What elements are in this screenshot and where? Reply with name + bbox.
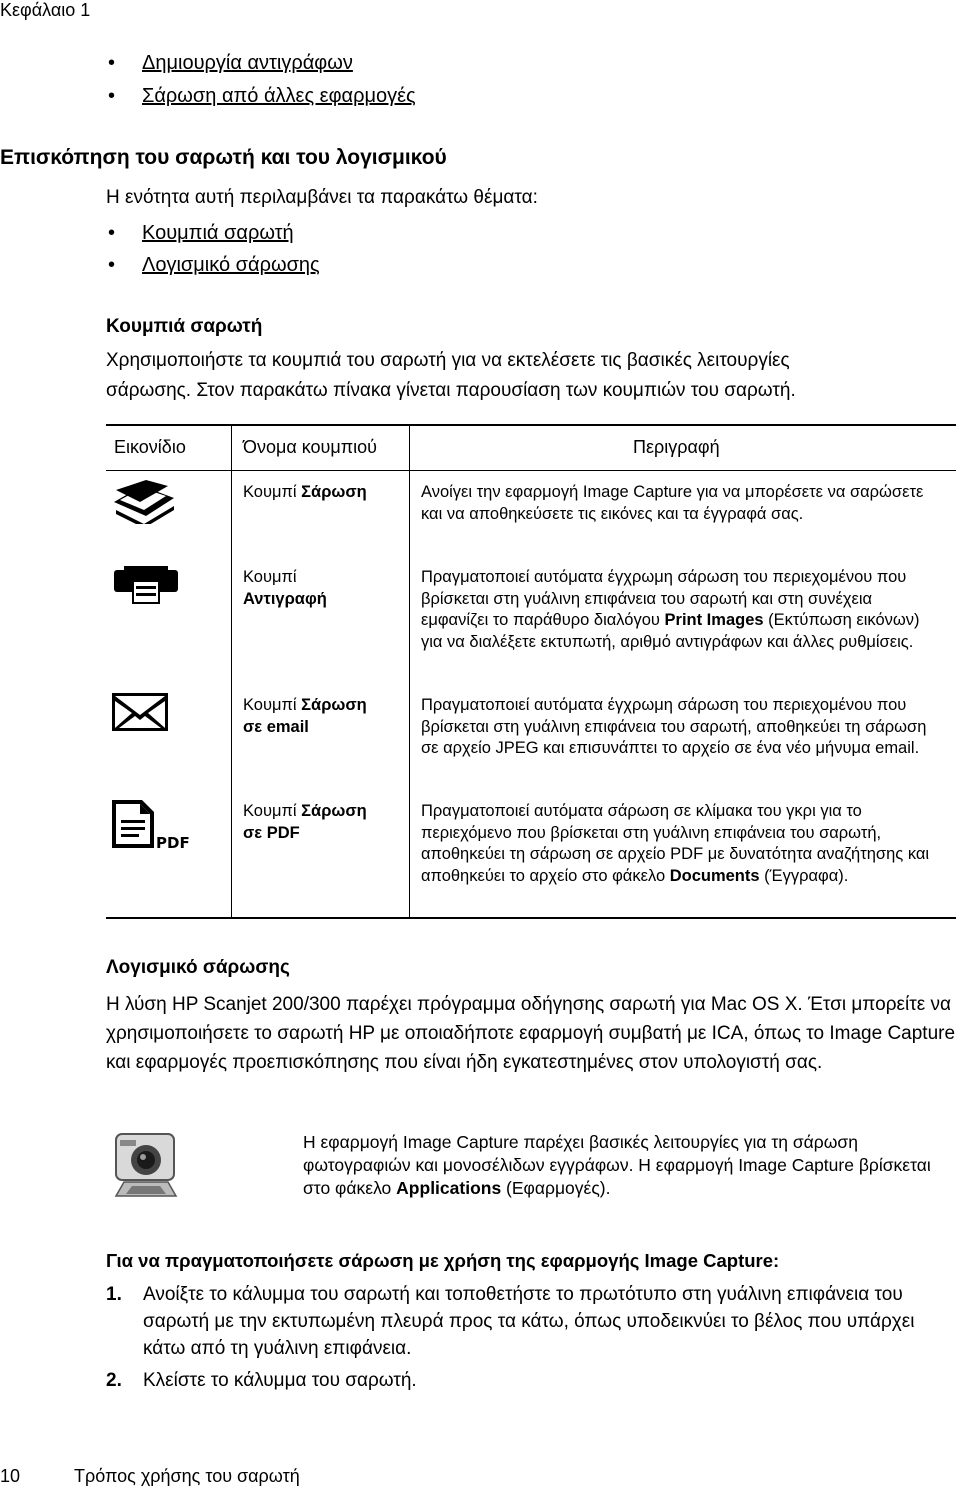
- table-header-name: Όνομα κουμπιού: [243, 437, 378, 457]
- table-cell-desc: Πραγματοποιεί αυτόματα έγχρωμη σάρωση του περιεχομένου που βρίσκεται στη γυάλινη επιφάνεια του σαρωτή, αποθηκεύει τη σάρωση σε αρχείο JPEG και επισυνάπτει το αρχείο σε ένα νέο μήνυμα email.: [421, 696, 927, 758]
- table-cell-name: Κουμπί Σάρωση σε PDF: [243, 802, 367, 842]
- link-scan-other-apps[interactable]: Σάρωση από άλλες εφαρμογές: [142, 85, 416, 107]
- image-capture-app-icon: [110, 1130, 182, 1209]
- buttons-intro-line-1: Χρησιμοποιήστε τα κουμπιά του σαρωτή για να εκτελέσετε τις βασικές λειτουργίες: [106, 350, 790, 371]
- page-number: 10: [0, 1466, 21, 1486]
- software-paragraph: Η λύση HP Scanjet 200/300 παρέχει πρόγραμμα οδήγησης σαρωτή για Mac OS X. Έτσι μπορείτε να χρησιμοποιήσετε το σαρωτή HP με οποιαδήποτε εφαρμογή συμβατή με ICA, όπως το Image Capture και εφαρμογές προεπισκόπησης που είναι ήδη εγκατεστημένες στον υπολογιστή σας.: [106, 994, 956, 1073]
- table-rule: [106, 470, 956, 471]
- table-cell-desc: Πραγματοποιεί αυτόματα έγχρωμη σάρωση του περιεχομένου που βρίσκεται στη γυάλινη επιφάνεια του σαρωτή και στη συνέχεια εμφανίζει το παράθυρο διαλόγου Print Images (Εκτύπωση εικόνων) για να διαλέξετε εκτυπωτή, αριθμό αντιγράφων και άλλες ρυθμίσεις.: [421, 568, 920, 651]
- table-cell-desc: Πραγματοποιεί αυτόματα σάρωση σε κλίμακα του γκρι για το περιεχόμενο που βρίσκεται στη γυάλινη επιφάνεια του σαρωτή, αποθηκεύει τη σάρωση σε αρχείο PDF με δυνατότητα αναζήτησης και αποθηκεύει το αρχείο στο φάκελο Documents (Έγγραφα).: [421, 802, 930, 885]
- footer-title: Τρόπος χρήσης του σαρωτή: [74, 1466, 300, 1486]
- table-cell-desc: Ανοίγει την εφαρμογή Image Capture για να μπορέσετε να σαρώσετε και να αποθηκεύσετε τις εικόνες και τα έγγραφά σας.: [421, 483, 924, 523]
- pdf-icon-label: PDF: [156, 834, 190, 852]
- list-item: 2. Κλείστε το κάλυμμα του σαρωτή.: [106, 1370, 417, 1391]
- overview-intro: Η ενότητα αυτή περιλαμβάνει τα παρακάτω θέματα:: [106, 187, 538, 208]
- procedure-title: Για να πραγματοποιήσετε σάρωση με χρήση της εφαρμογής Image Capture:: [106, 1250, 780, 1271]
- copy-icon: [110, 566, 182, 611]
- list-item: 1. Ανοίξτε το κάλυμμα του σαρωτή και τοποθετήστε το πρωτότυπο στη γυάλινη επιφάνεια του σαρωτή με την εκτυπωμένη πλευρά προς τα κάτω, όπως υποδεικνύει το βέλος που υπάρχει κάτω από τη γυάλινη επιφάνεια.: [106, 1284, 915, 1359]
- table-cell-name: Κουμπί Σάρωση σε email: [243, 696, 367, 736]
- buttons-intro-line-2: σάρωσης. Στον παρακάτω πίνακα γίνεται παρουσίαση των κουμπιών του σαρωτή.: [106, 380, 796, 401]
- image-capture-note: Η εφαρμογή Image Capture παρέχει βασικές λειτουργίες για τη σάρωση φωτογραφιών και μονοσέλιδων εγγράφων. Η εφαρμογή Image Capture βρίσκεται στο φάκελο Applications (Εφαρμογές).: [303, 1132, 931, 1198]
- table-cell-name: Κουμπί Σάρωση: [243, 483, 367, 501]
- email-icon: [112, 693, 168, 736]
- chapter-header: Κεφάλαιο 1: [0, 0, 91, 20]
- scan-icon: [112, 480, 176, 529]
- link-scanner-buttons[interactable]: Κουμπιά σαρωτή: [142, 222, 294, 244]
- table-header-icon: Εικονίδιο: [114, 437, 186, 457]
- link-create-copies[interactable]: Δημιουργία αντιγράφων: [142, 52, 353, 74]
- section-title-buttons: Κουμπιά σαρωτή: [106, 316, 263, 337]
- section-title-overview: Επισκόπηση του σαρωτή και του λογισμικού: [0, 146, 447, 169]
- table-cell-name: Κουμπί Αντιγραφή: [243, 568, 327, 608]
- table-rule: [106, 424, 956, 426]
- table-divider: [409, 426, 410, 917]
- pdf-icon: [112, 800, 198, 857]
- section-title-software: Λογισμικό σάρωσης: [106, 957, 290, 978]
- link-scan-software[interactable]: Λογισμικό σάρωσης: [142, 254, 320, 276]
- table-divider: [231, 426, 232, 917]
- table-header-desc: Περιγραφή: [633, 437, 720, 457]
- table-rule: [106, 917, 956, 919]
